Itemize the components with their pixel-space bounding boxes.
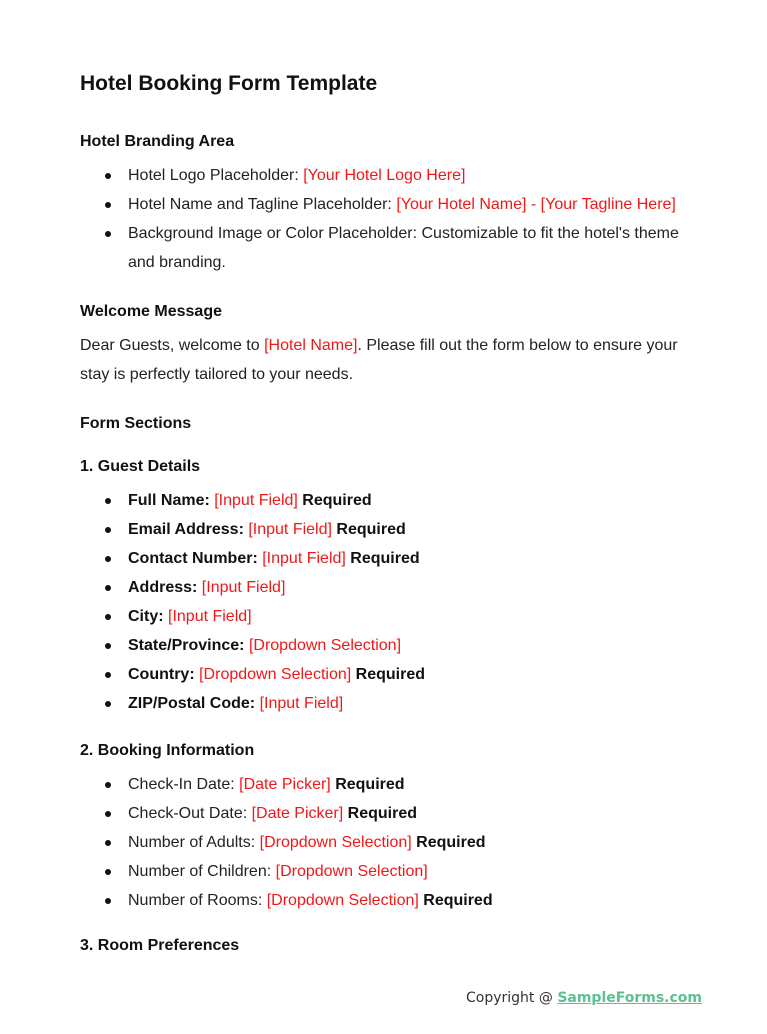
label-text: Required xyxy=(297,492,372,509)
label-text: Email Address: xyxy=(128,521,249,538)
placeholder-text: [Date Picker] xyxy=(251,805,344,822)
welcome-paragraph xyxy=(80,331,685,389)
placeholder-text: [Input Field] xyxy=(262,550,346,567)
text: Check-Out Date: xyxy=(128,805,252,822)
footer xyxy=(466,990,702,1006)
text: Number of Rooms: xyxy=(128,892,267,909)
bullet-list xyxy=(80,161,707,277)
list-item xyxy=(80,602,707,631)
placeholder-text: [Input Field] xyxy=(214,492,298,509)
section-guest-details xyxy=(80,452,707,718)
text: Hotel Name and Tagline Placeholder: xyxy=(128,196,397,213)
placeholder-text: [Input Field] xyxy=(248,521,332,538)
text: . Please fill out the form below to ensure your stay is perfectly tailored to your needs. xyxy=(80,337,678,383)
placeholder-text: [Input Field] xyxy=(168,608,252,625)
section-heading: Form Sections xyxy=(80,415,192,432)
list-item xyxy=(80,219,707,277)
label-text: ZIP/Postal Code: xyxy=(128,695,260,712)
list-item xyxy=(80,770,707,799)
list-item xyxy=(80,161,707,190)
section-heading: Hotel Branding Area xyxy=(80,133,235,150)
label-text: Required xyxy=(351,666,425,683)
section-branding xyxy=(80,127,707,277)
copyright-text: Copyright @ xyxy=(466,990,558,1006)
label-text: State/Province: xyxy=(128,637,249,654)
text: Hotel Logo Placeholder: xyxy=(128,167,304,184)
label-text: Full Name: xyxy=(128,492,215,509)
label-text: Required xyxy=(330,776,405,793)
list-item xyxy=(80,631,707,660)
section-welcome xyxy=(80,297,707,389)
placeholder-text: [Dropdown Selection] xyxy=(259,834,412,851)
label-text: Required xyxy=(343,805,417,822)
text: Dear Guests, welcome to xyxy=(80,337,265,354)
label-text: City: xyxy=(128,608,168,625)
label-text: Address: xyxy=(128,579,202,596)
list-item xyxy=(80,886,707,915)
section-heading: Welcome Message xyxy=(80,303,222,320)
placeholder-text: [Your Hotel Logo Here] xyxy=(303,167,466,184)
page-title: Hotel Booking Form Template xyxy=(80,72,378,95)
list-item xyxy=(80,689,707,718)
text: Background Image or Color Placeholder: Customizable to fit the hotel's theme and branding. xyxy=(128,225,679,271)
label-text: Required xyxy=(345,550,420,567)
list-item xyxy=(80,857,707,886)
label-text: Country: xyxy=(128,666,200,683)
list-item xyxy=(80,573,707,602)
text: Number of Children: xyxy=(128,863,276,880)
label-text: Required xyxy=(418,892,493,909)
placeholder-text: [Dropdown Selection] xyxy=(275,863,428,880)
text: Check-In Date: xyxy=(128,776,240,793)
sampleforms-link[interactable]: SampleForms.com xyxy=(557,990,703,1006)
placeholder-text: [Input Field] xyxy=(201,579,286,596)
list-item xyxy=(80,544,707,573)
list-item xyxy=(80,515,707,544)
section-room-prefs xyxy=(80,931,707,965)
label-text: Required xyxy=(411,834,486,851)
bullet-list xyxy=(80,770,707,915)
text: Number of Adults: xyxy=(128,834,260,851)
section-heading: 3. Room Preferences xyxy=(80,937,240,954)
label-text: Required xyxy=(331,521,406,538)
section-heading: 1. Guest Details xyxy=(80,458,201,475)
list-item xyxy=(80,190,707,219)
section-heading: 2. Booking Information xyxy=(80,742,255,759)
placeholder-text: [Date Picker] xyxy=(239,776,331,793)
section-booking-info xyxy=(80,736,707,915)
placeholder-text: [Dropdown Selection] xyxy=(199,666,352,683)
placeholder-text: [Your Hotel Name] - [Your Tagline Here] xyxy=(396,196,676,213)
placeholder-text: [Hotel Name] xyxy=(264,337,358,354)
label-text: Contact Number: xyxy=(128,550,263,567)
list-item xyxy=(80,660,707,689)
placeholder-text: [Dropdown Selection] xyxy=(248,637,402,654)
placeholder-text: [Dropdown Selection] xyxy=(266,892,419,909)
list-item xyxy=(80,828,707,857)
list-item xyxy=(80,486,707,515)
section-form-sections xyxy=(80,409,707,443)
bullet-list xyxy=(80,486,707,718)
placeholder-text: [Input Field] xyxy=(259,695,344,712)
list-item xyxy=(80,799,707,828)
